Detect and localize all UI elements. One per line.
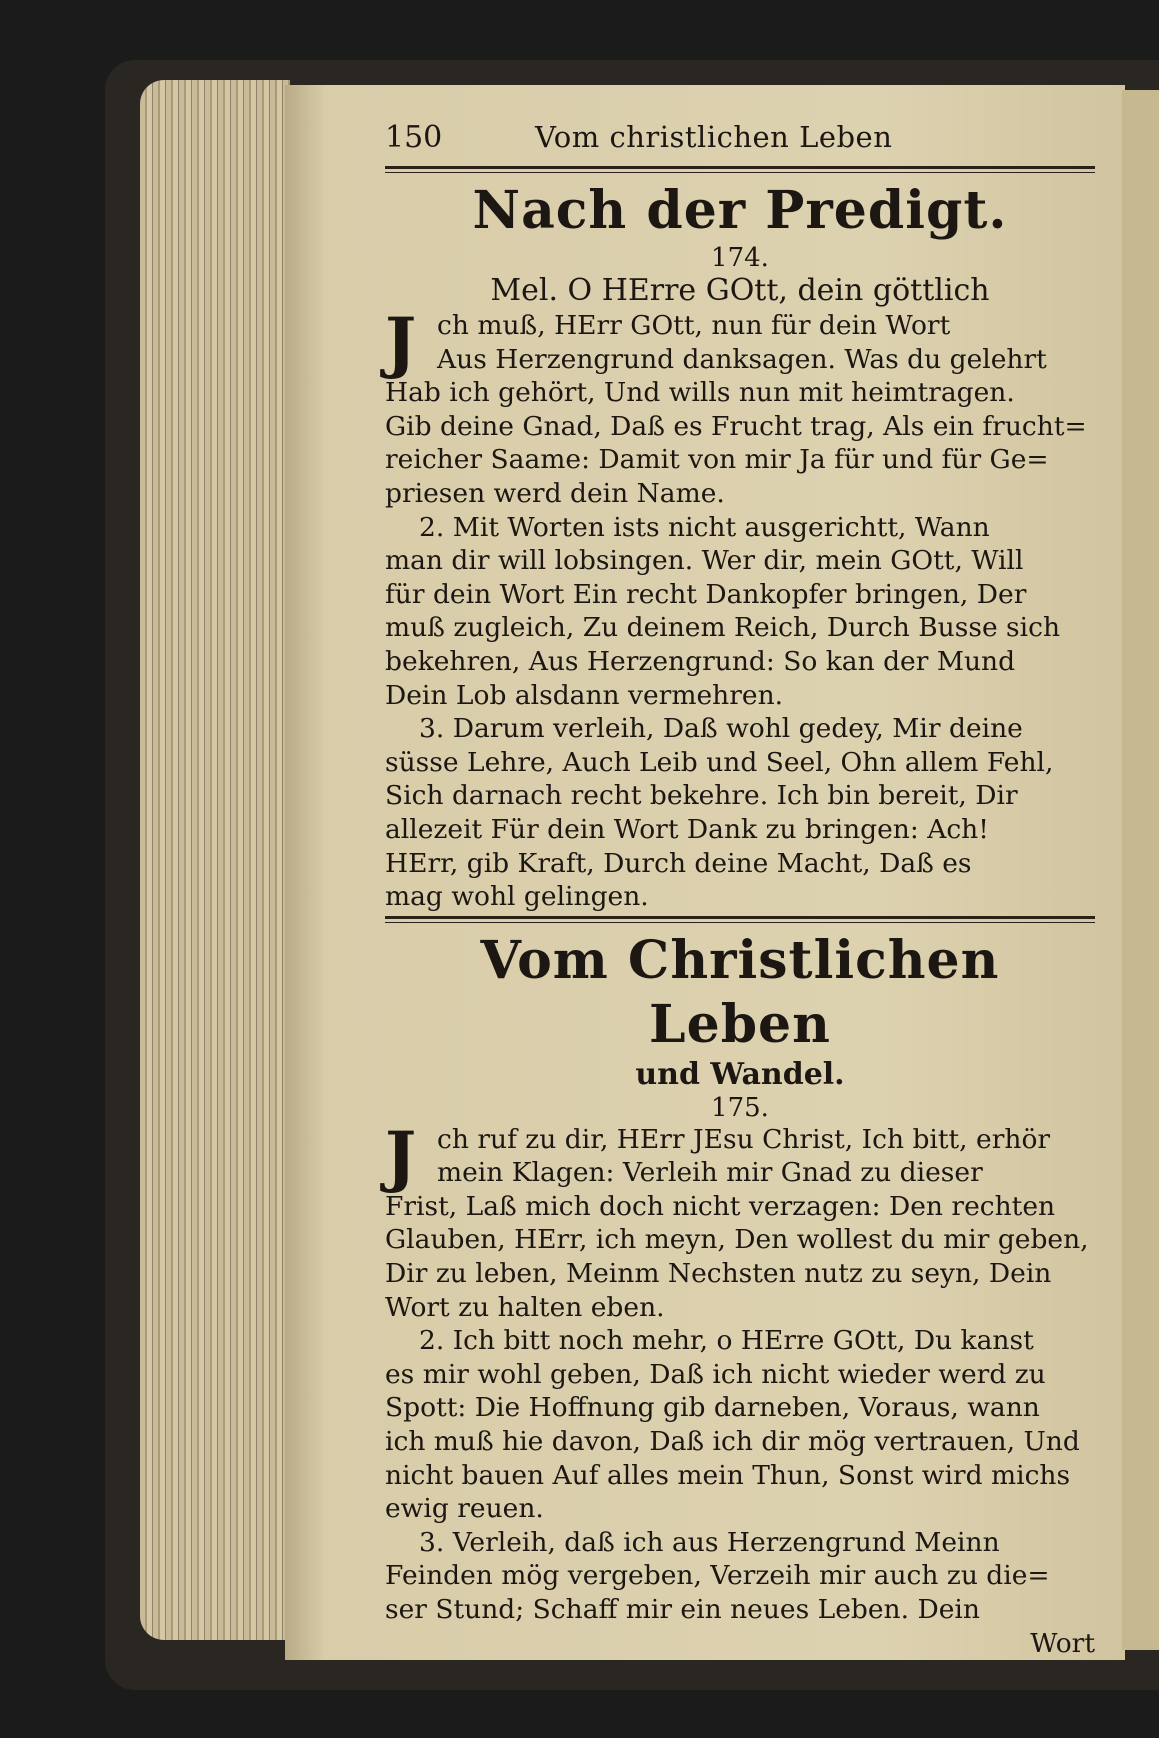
catchword: Wort — [1030, 1627, 1095, 1659]
text-line: allezeit Für dein Wort Dank zu bringen: Ach! — [385, 813, 989, 845]
text-line: Frist, Laß mich doch nicht verzagen: Den rechten — [385, 1190, 1056, 1222]
drop-cap: J — [385, 1116, 417, 1195]
text-line: Dein Lob alsdann vermehren. — [385, 679, 784, 711]
text-line: man dir will lobsingen. Wer dir, mein GOtt, Will — [385, 545, 1024, 577]
text-line: für dein Wort Ein recht Dankopfer bringen, Der — [385, 578, 1027, 610]
section-rule — [385, 916, 1095, 923]
header-rule — [385, 166, 1095, 173]
text-line: Glauben, HErr, ich meyn, Den wollest du mir geben, — [385, 1224, 1089, 1256]
drop-cap: J — [385, 303, 417, 381]
text-line: ch ruf zu dir, HErr JEsu Christ, Ich bitt, erhör — [437, 1123, 1051, 1155]
text-line: 3. Verleih, daß ich aus Herzengrund Meinn — [419, 1526, 1000, 1558]
text-line: muß zugleich, Zu deinem Reich, Durch Busse sich — [385, 612, 1061, 644]
text-line: HErr, gib Kraft, Durch deine Macht, Daß es — [385, 847, 972, 879]
section-subtitle: und Wandel. — [635, 1056, 845, 1092]
text-line: 2. Mit Worten ists nicht ausgerichtt, Wann — [419, 511, 990, 543]
hymn-number: 174. — [711, 243, 769, 273]
text-line: Gib deine Gnad, Daß es Frucht trag, Als ein frucht= — [385, 410, 1087, 442]
text-line: mein Klagen: Verleih mir Gnad zu dieser — [437, 1157, 983, 1189]
next-page-edge — [1122, 90, 1159, 1650]
hymn-number: 175. — [711, 1092, 769, 1123]
text-line: ich muß hie davon, Daß ich dir mög vertrauen, Und — [385, 1426, 1080, 1458]
text-line: reicher Saame: Damit von mir Ja für und für Ge= — [385, 444, 1049, 476]
text-line: Feinden mög vergeben, Verzeih mir auch zu die= — [385, 1560, 1050, 1592]
text-line: bekehren, Aus Herzengrund: So kan der Mund — [385, 645, 1016, 677]
text-line: nicht bauen Auf alles mein Thun, Sonst wird michs — [385, 1459, 1071, 1491]
page-number: 150 — [385, 120, 443, 155]
text-line: Hab ich gehört, Und wills nun mit heimtragen. — [385, 377, 1015, 409]
text-line: Sich darnach recht bekehre. Ich bin bereit, Dir — [385, 780, 1018, 812]
text-line: Wort zu halten eben. — [385, 1291, 665, 1323]
page-edges — [140, 80, 290, 1640]
text-line: ser Stund; Schaff mir ein neues Leben. Dein — [385, 1594, 980, 1625]
text-line: Spott: Die Hoffnung gib darneben, Voraus, wann — [385, 1392, 1040, 1424]
text-line: es mir wohl geben, Daß ich nicht wieder werd zu — [385, 1358, 1046, 1390]
running-title: Vom christlichen Leben — [535, 120, 893, 154]
text-line: Aus Herzengrund danksagen. Was du gelehrt — [437, 343, 1047, 375]
text-line: 3. Darum verleih, Daß wohl gedey, Mir deine — [419, 713, 1023, 745]
hymn-text — [385, 1116, 1095, 1661]
section-title: Vom Christlichen Leben — [480, 929, 1000, 1055]
page-content — [385, 120, 1095, 1660]
text-line: ch muß, HErr GOtt, nun für dein Wort — [437, 310, 951, 341]
text-line: süsse Lehre, Auch Leib und Seel, Ohn allem Fehl, — [385, 746, 1054, 778]
section-title: Nach der Predigt. — [472, 180, 1008, 241]
text-line: priesen werd dein Name. — [385, 477, 725, 509]
text-line: Dir zu leben, Meinm Nechsten nutz zu seyn, Dein — [385, 1258, 1052, 1290]
melody-line: Mel. O HErre GOtt, dein göttlich — [490, 273, 990, 308]
text-line: mag wohl gelingen. — [385, 881, 649, 913]
text-line: 2. Ich bitt noch mehr, o HErre GOtt, Du kanst — [419, 1325, 1034, 1357]
text-line: ewig reuen. — [385, 1493, 544, 1525]
hymn-text — [385, 303, 1095, 914]
page-header — [385, 120, 1095, 160]
